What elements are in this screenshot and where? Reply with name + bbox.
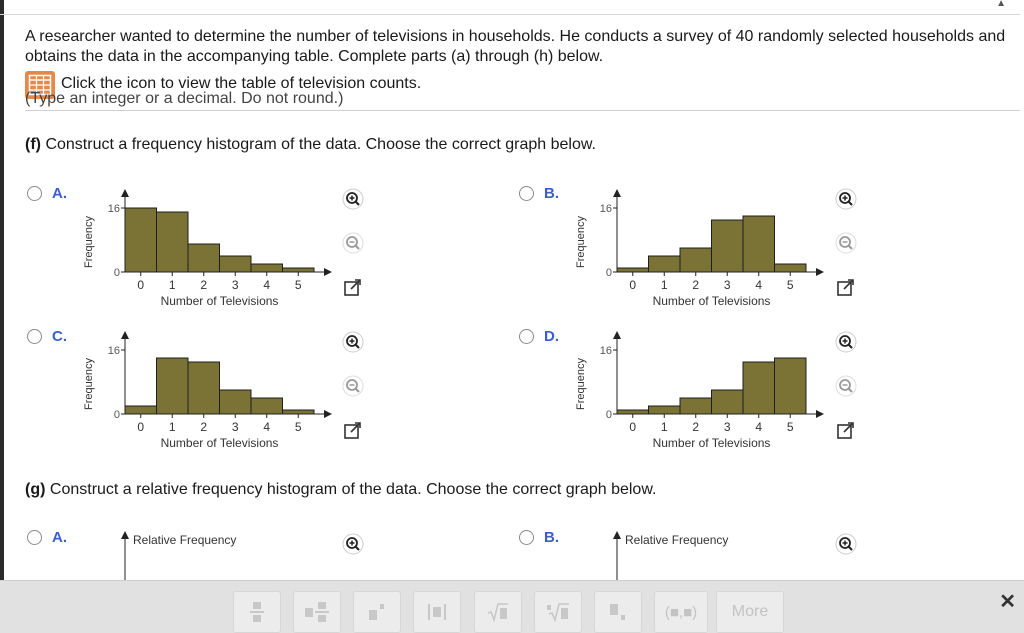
y-axis-arrow xyxy=(613,189,621,197)
square-root-button[interactable] xyxy=(474,591,522,633)
histogram-bar xyxy=(188,244,220,272)
x-tick-label: 0 xyxy=(137,420,145,434)
x-tick-label: 1 xyxy=(660,420,668,434)
ordered-pair-button[interactable]: (■,■) xyxy=(654,591,708,633)
x-axis-arrow xyxy=(816,268,824,276)
y-axis-label: Relative Frequency xyxy=(625,533,729,547)
x-tick-label: 0 xyxy=(137,278,145,292)
y-tick-label: 0 xyxy=(605,267,612,279)
x-tick-label: 4 xyxy=(263,278,271,292)
exponent-button[interactable] xyxy=(353,591,401,633)
square-root-icon xyxy=(487,602,509,622)
y-axis-label: Frequency xyxy=(575,216,587,268)
x-tick-label: 3 xyxy=(723,420,731,434)
x-axis-label: Number of Televisions xyxy=(160,294,279,308)
option-f-a-label[interactable]: A. xyxy=(52,185,67,202)
zoom-in-icon[interactable] xyxy=(342,533,364,555)
absolute-value-button[interactable] xyxy=(413,591,461,633)
x-axis-label: Number of Televisions xyxy=(160,436,279,450)
y-axis-arrow xyxy=(121,531,129,539)
x-tick-label: 5 xyxy=(294,278,302,292)
histogram-bar xyxy=(743,362,775,414)
x-tick-label: 5 xyxy=(294,420,302,434)
option-f-d-label[interactable]: D. xyxy=(544,328,559,345)
radio-f-a[interactable] xyxy=(27,186,42,201)
x-tick-label: 2 xyxy=(200,278,208,292)
open-new-window-icon[interactable] xyxy=(835,276,857,298)
option-g-b-label[interactable]: B. xyxy=(544,529,559,546)
open-new-window-icon[interactable] xyxy=(342,276,364,298)
histogram-bar xyxy=(617,410,649,414)
nth-root-icon xyxy=(546,602,570,622)
histogram-bar xyxy=(712,390,744,414)
radio-f-d[interactable] xyxy=(519,329,534,344)
y-tick-label: 0 xyxy=(113,409,120,421)
histogram-bar xyxy=(157,358,189,414)
x-axis-arrow xyxy=(324,268,332,276)
x-tick-label: 5 xyxy=(786,278,794,292)
close-icon[interactable]: ✕ xyxy=(999,591,1016,613)
option-f-b-label[interactable]: B. xyxy=(544,185,559,202)
y-tick-label: 16 xyxy=(107,345,120,357)
x-tick-label: 0 xyxy=(629,278,637,292)
relative-histogram-g-b xyxy=(562,526,842,580)
top-divider xyxy=(0,14,1020,15)
y-axis-label: Frequency xyxy=(83,216,95,268)
histogram-f-a xyxy=(70,183,350,313)
x-tick-label: 3 xyxy=(231,278,239,292)
histogram-f-b xyxy=(562,183,842,313)
fraction-button[interactable] xyxy=(233,591,281,633)
left-window-edge xyxy=(0,0,4,580)
x-tick-label: 3 xyxy=(231,420,239,434)
y-tick-label: 16 xyxy=(599,203,612,215)
histogram-bar xyxy=(649,256,681,272)
option-f-c-label[interactable]: C. xyxy=(52,328,67,345)
x-tick-label: 3 xyxy=(723,278,731,292)
mixed-number-icon xyxy=(305,601,329,623)
histogram-bar xyxy=(712,220,744,272)
math-input-toolbar xyxy=(0,580,1024,633)
section-divider xyxy=(25,110,1020,111)
y-axis-arrow xyxy=(613,531,621,539)
absolute-value-icon xyxy=(427,602,447,622)
part-g-title: (g) Construct a relative frequency histogram of the data. Choose the correct graph below. xyxy=(25,481,657,498)
x-tick-label: 2 xyxy=(200,420,208,434)
histogram-bar xyxy=(251,264,283,272)
histogram-bar xyxy=(649,406,681,414)
more-button[interactable]: More xyxy=(716,591,784,633)
histogram-bar xyxy=(775,358,807,414)
mixed-number-button[interactable] xyxy=(293,591,341,633)
histogram-bar xyxy=(220,256,252,272)
histogram-bar xyxy=(220,390,252,414)
radio-f-c[interactable] xyxy=(27,329,42,344)
view-table-link[interactable]: Click the icon to view the table of television counts. xyxy=(61,75,422,92)
zoom-in-icon[interactable] xyxy=(835,188,857,210)
histogram-bar xyxy=(125,208,157,272)
x-tick-label: 1 xyxy=(660,278,668,292)
y-tick-label: 16 xyxy=(107,203,120,215)
radio-f-b[interactable] xyxy=(519,186,534,201)
subscript-icon xyxy=(610,602,626,622)
zoom-in-icon[interactable] xyxy=(342,188,364,210)
y-axis-arrow xyxy=(121,331,129,339)
x-tick-label: 4 xyxy=(755,278,763,292)
y-axis-label: Frequency xyxy=(575,358,587,410)
fraction-icon xyxy=(250,601,264,623)
x-tick-label: 1 xyxy=(168,278,176,292)
y-axis-label: Frequency xyxy=(83,358,95,410)
y-axis-arrow xyxy=(121,189,129,197)
histogram-bar xyxy=(283,410,315,414)
histogram-bar xyxy=(188,362,220,414)
relative-histogram-g-a xyxy=(70,526,350,580)
x-axis-arrow xyxy=(816,410,824,418)
problem-statement: A researcher wanted to determine the number of televisions in households. He conducts a survey of 40 randomly selected households and obtains the data in the accompanying table. Complete parts (a) through (h) below. xyxy=(25,28,1006,65)
scroll-up-indicator-icon[interactable]: ▲ xyxy=(996,0,1006,9)
y-tick-label: 16 xyxy=(599,345,612,357)
histogram-bar xyxy=(680,248,712,272)
x-tick-label: 2 xyxy=(692,420,700,434)
x-axis-arrow xyxy=(324,410,332,418)
zoom-out-icon[interactable] xyxy=(835,232,857,254)
zoom-out-icon[interactable] xyxy=(342,232,364,254)
x-tick-label: 4 xyxy=(755,420,763,434)
y-tick-label: 0 xyxy=(605,409,612,421)
histogram-bar xyxy=(283,268,315,272)
zoom-in-icon[interactable] xyxy=(342,331,364,353)
zoom-in-icon[interactable] xyxy=(835,331,857,353)
y-tick-label: 0 xyxy=(113,267,120,279)
histogram-bar xyxy=(157,212,189,272)
zoom-in-icon[interactable] xyxy=(835,533,857,555)
zoom-out-icon[interactable] xyxy=(835,375,857,397)
x-tick-label: 0 xyxy=(629,420,637,434)
histogram-bar xyxy=(775,264,807,272)
radio-g-b[interactable] xyxy=(519,530,534,545)
histogram-bar xyxy=(617,268,649,272)
radio-g-a[interactable] xyxy=(27,530,42,545)
y-axis-label: Relative Frequency xyxy=(133,533,237,547)
histogram-bar xyxy=(743,216,775,272)
open-new-window-icon[interactable] xyxy=(835,419,857,441)
x-axis-label: Number of Televisions xyxy=(652,294,771,308)
cut-off-instruction: (Type an integer or a decimal. Do not round.) xyxy=(25,90,344,107)
option-g-a-label[interactable]: A. xyxy=(52,529,67,546)
x-tick-label: 1 xyxy=(168,420,176,434)
histogram-bar xyxy=(251,398,283,414)
x-axis-label: Number of Televisions xyxy=(652,436,771,450)
histogram-f-c xyxy=(70,325,350,455)
histogram-f-d xyxy=(562,325,842,455)
nth-root-button[interactable] xyxy=(534,591,582,633)
x-tick-label: 4 xyxy=(263,420,271,434)
y-axis-arrow xyxy=(613,331,621,339)
x-tick-label: 2 xyxy=(692,278,700,292)
subscript-button[interactable] xyxy=(594,591,642,633)
x-tick-label: 5 xyxy=(786,420,794,434)
histogram-bar xyxy=(680,398,712,414)
part-f-title: (f) Construct a frequency histogram of the data. Choose the correct graph below. xyxy=(25,136,596,153)
open-new-window-icon[interactable] xyxy=(342,419,364,441)
exponent-icon xyxy=(369,602,385,622)
zoom-out-icon[interactable] xyxy=(342,375,364,397)
histogram-bar xyxy=(125,406,157,414)
